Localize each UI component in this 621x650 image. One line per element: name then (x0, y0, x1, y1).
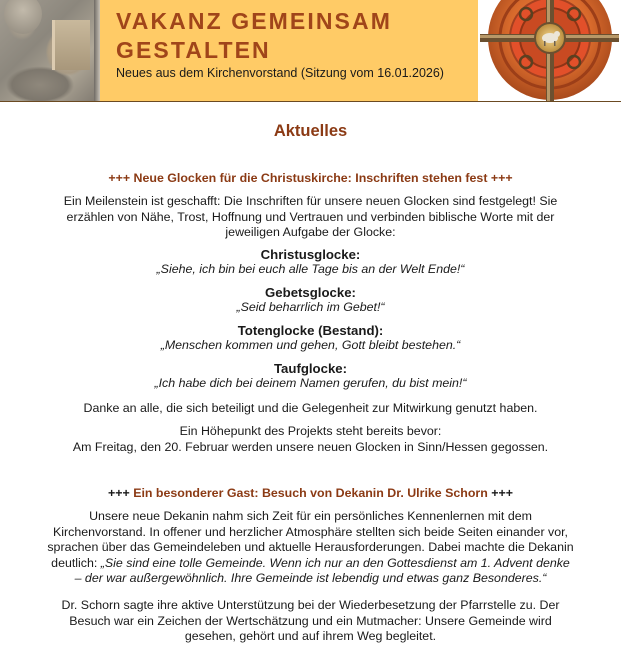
bell-item (0, 285, 621, 314)
bell-name: Christusglocke: (260, 247, 361, 262)
paragraph-line (0, 556, 621, 572)
paragraph-line: Besuch war ein Zeichen der Wertschätzung und ein Mutmacher: Unsere Gemeinde wird (69, 613, 552, 628)
headline-text: Ein besonderer Gast: Besuch von Dekanin Dr. Ulrike Schorn (133, 486, 488, 500)
medallion-icon (478, 0, 621, 101)
paragraph-line (0, 571, 621, 587)
section-title: Aktuelles (273, 122, 348, 140)
paragraph-line: Unsere neue Dekanin nahm sich Zeit für ein persönliches Kennenlernen mit dem (89, 509, 532, 523)
bell-name: Taufglocke: (273, 361, 348, 376)
bell-quote: „Seid beharrlich im Gebet!“ (236, 300, 385, 314)
article-bells-intro (0, 194, 621, 241)
bell-quote: „Menschen kommen und gehen, Gott bleibt bestehen.“ (160, 338, 461, 352)
bell-quote: „Ich habe dich bei deinem Namen gerufen, du bist mein!“ (154, 376, 467, 390)
dekanin-quote: „Sie sind eine tolle Gemeinde. Wenn ich nur an den Gottesdienst am 1. Advent denke (100, 555, 570, 570)
title-line-1: VAKANZ GEMEINSAM (116, 8, 392, 34)
paragraph-line: Kirchenvorstand. In offener und herzlicher Atmosphäre stellten sich beide Seiten einander vor, (53, 524, 568, 539)
newsletter-header (0, 0, 621, 102)
intro-line: jeweiligen Aufgabe der Glocke: (225, 225, 396, 239)
bell-name: Gebetsglocke: (265, 285, 356, 300)
intro-line: Ein Meilenstein ist geschafft: Die Inschriften für unsere neuen Glocken sind festgelegt! Sie (63, 194, 558, 208)
headline-plus-prefix: +++ (108, 486, 134, 500)
paragraph-line: Dr. Schorn sagte ihre aktive Unterstützung bei der Wiederbesetzung der Pfarrstelle zu. Der (61, 598, 560, 612)
bell-item (0, 247, 621, 276)
headline-plus-suffix: +++ (487, 486, 513, 500)
article-bells (0, 171, 621, 187)
bell-name: Totenglocke (Bestand): (237, 323, 384, 338)
newsletter-subtitle: Neues aus dem Kirchenvorstand (Sitzung vom 16.01.2026) (116, 66, 444, 80)
dekanin-quote: – der war außergewöhnlich. Ihre Gemeinde ist lebendig und etwas ganz Besonderes.“ (74, 571, 547, 585)
title-line-2: GESTALTEN (116, 37, 271, 63)
thanks-text: Danke an alle, die sich beteiligt und die Gelegenheit zur Mitwirkung genutzt haben. (83, 401, 538, 415)
quote-lead: deutlich: (51, 555, 101, 570)
bell-item (0, 361, 621, 390)
newsletter-title (116, 7, 392, 65)
paragraph-line: sprachen über das Gemeindeleben und aktuelle Herausforderungen. Dabei machte die Dekanin (47, 540, 574, 554)
article-headline: +++ Neue Glocken für die Christuskirche: Inschriften stehen fest +++ (108, 171, 513, 185)
highlight-paragraph (0, 424, 621, 455)
lamb-cross-medallion-image (478, 0, 621, 101)
stone-relief-image (0, 0, 100, 101)
bell-item (0, 323, 621, 352)
article-headline (0, 486, 621, 502)
relief-face (4, 0, 42, 34)
visit-paragraph-2 (0, 598, 621, 645)
relief-book (52, 20, 90, 70)
paragraph-line: gesehen, gehört und auf ihrem Weg begleitet. (184, 629, 437, 643)
bell-quote: „Siehe, ich bin bei euch alle Tage bis an der Welt Ende!“ (156, 262, 465, 276)
thanks-paragraph (0, 401, 621, 417)
intro-line: erzählen von Nähe, Trost, Hoffnung und Vertrauen und verbinden biblische Worte mit der (66, 209, 555, 224)
visit-paragraph-1 (0, 509, 621, 587)
highlight-line: Ein Höhepunkt des Projekts steht bereits bevor: (179, 424, 442, 438)
highlight-line: Am Freitag, den 20. Februar werden unsere neuen Glocken in Sinn/Hessen gegossen. (72, 439, 549, 454)
article-visit (0, 486, 621, 502)
